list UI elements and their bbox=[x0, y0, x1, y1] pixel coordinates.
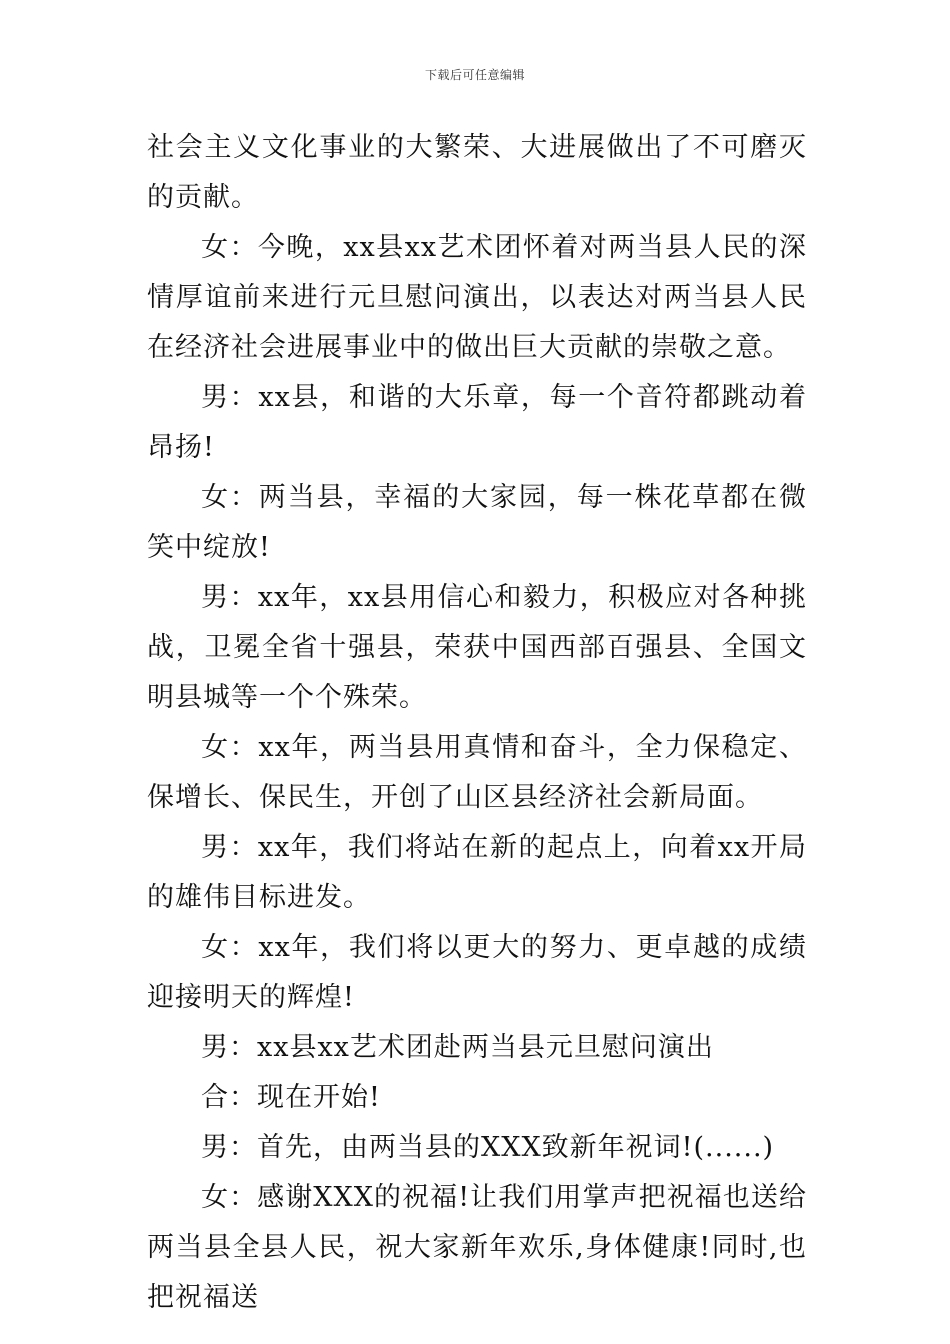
paragraph: 男：xx县xx艺术团赴两当县元旦慰问演出 bbox=[201, 1032, 714, 1063]
paragraph: 女：感谢XXX的祝福!让我们用掌声把祝福也送给两当县全县人民，祝大家新年欢乐,身体健康!同时,也把祝福送 bbox=[147, 1182, 807, 1313]
paragraph: 女：今晚，xx县xx艺术团怀着对两当县人民的深情厚谊前来进行元旦慰问演出，以表达对两当县人民在经济社会进展事业中的做出巨大贡献的崇敬之意。 bbox=[147, 232, 807, 363]
paragraph: 女：xx年，我们将以更大的努力、更卓越的成绩 迎接明天的辉煌! bbox=[147, 932, 807, 1013]
paragraph-continuation: 社会主义文化事业的大繁荣、大进展做出了不可磨灭的贡献。 bbox=[147, 132, 807, 213]
paragraph: 男：xx年，我们将站在新的起点上，向着xx开局的雄伟目标进发。 bbox=[147, 832, 807, 913]
paragraph: 男：首先，由两当县的XXX致新年祝词!(......) bbox=[201, 1132, 775, 1163]
paragraph: 女：两当县，幸福的大家园，每一株花草都在微笑中绽放! bbox=[147, 482, 807, 563]
page-header-note: 下载后可任意编辑 bbox=[424, 68, 525, 82]
paragraph: 合：现在开始! bbox=[201, 1082, 381, 1113]
paragraph: 男：xx年，xx县用信心和毅力，积极应对各种挑战，卫冕全省十强县，荣获中国西部百强县、全国文明县城等一个个殊荣。 bbox=[147, 582, 807, 713]
paragraph: 女：xx年，两当县用真情和奋斗，全力保稳定、保增长、保民生，开创了山区县经济社会新局面。 bbox=[147, 732, 807, 813]
document-body bbox=[147, 123, 807, 1323]
paragraph: 男：xx县，和谐的大乐章，每一个音符都跳动着昂扬! bbox=[147, 382, 807, 463]
